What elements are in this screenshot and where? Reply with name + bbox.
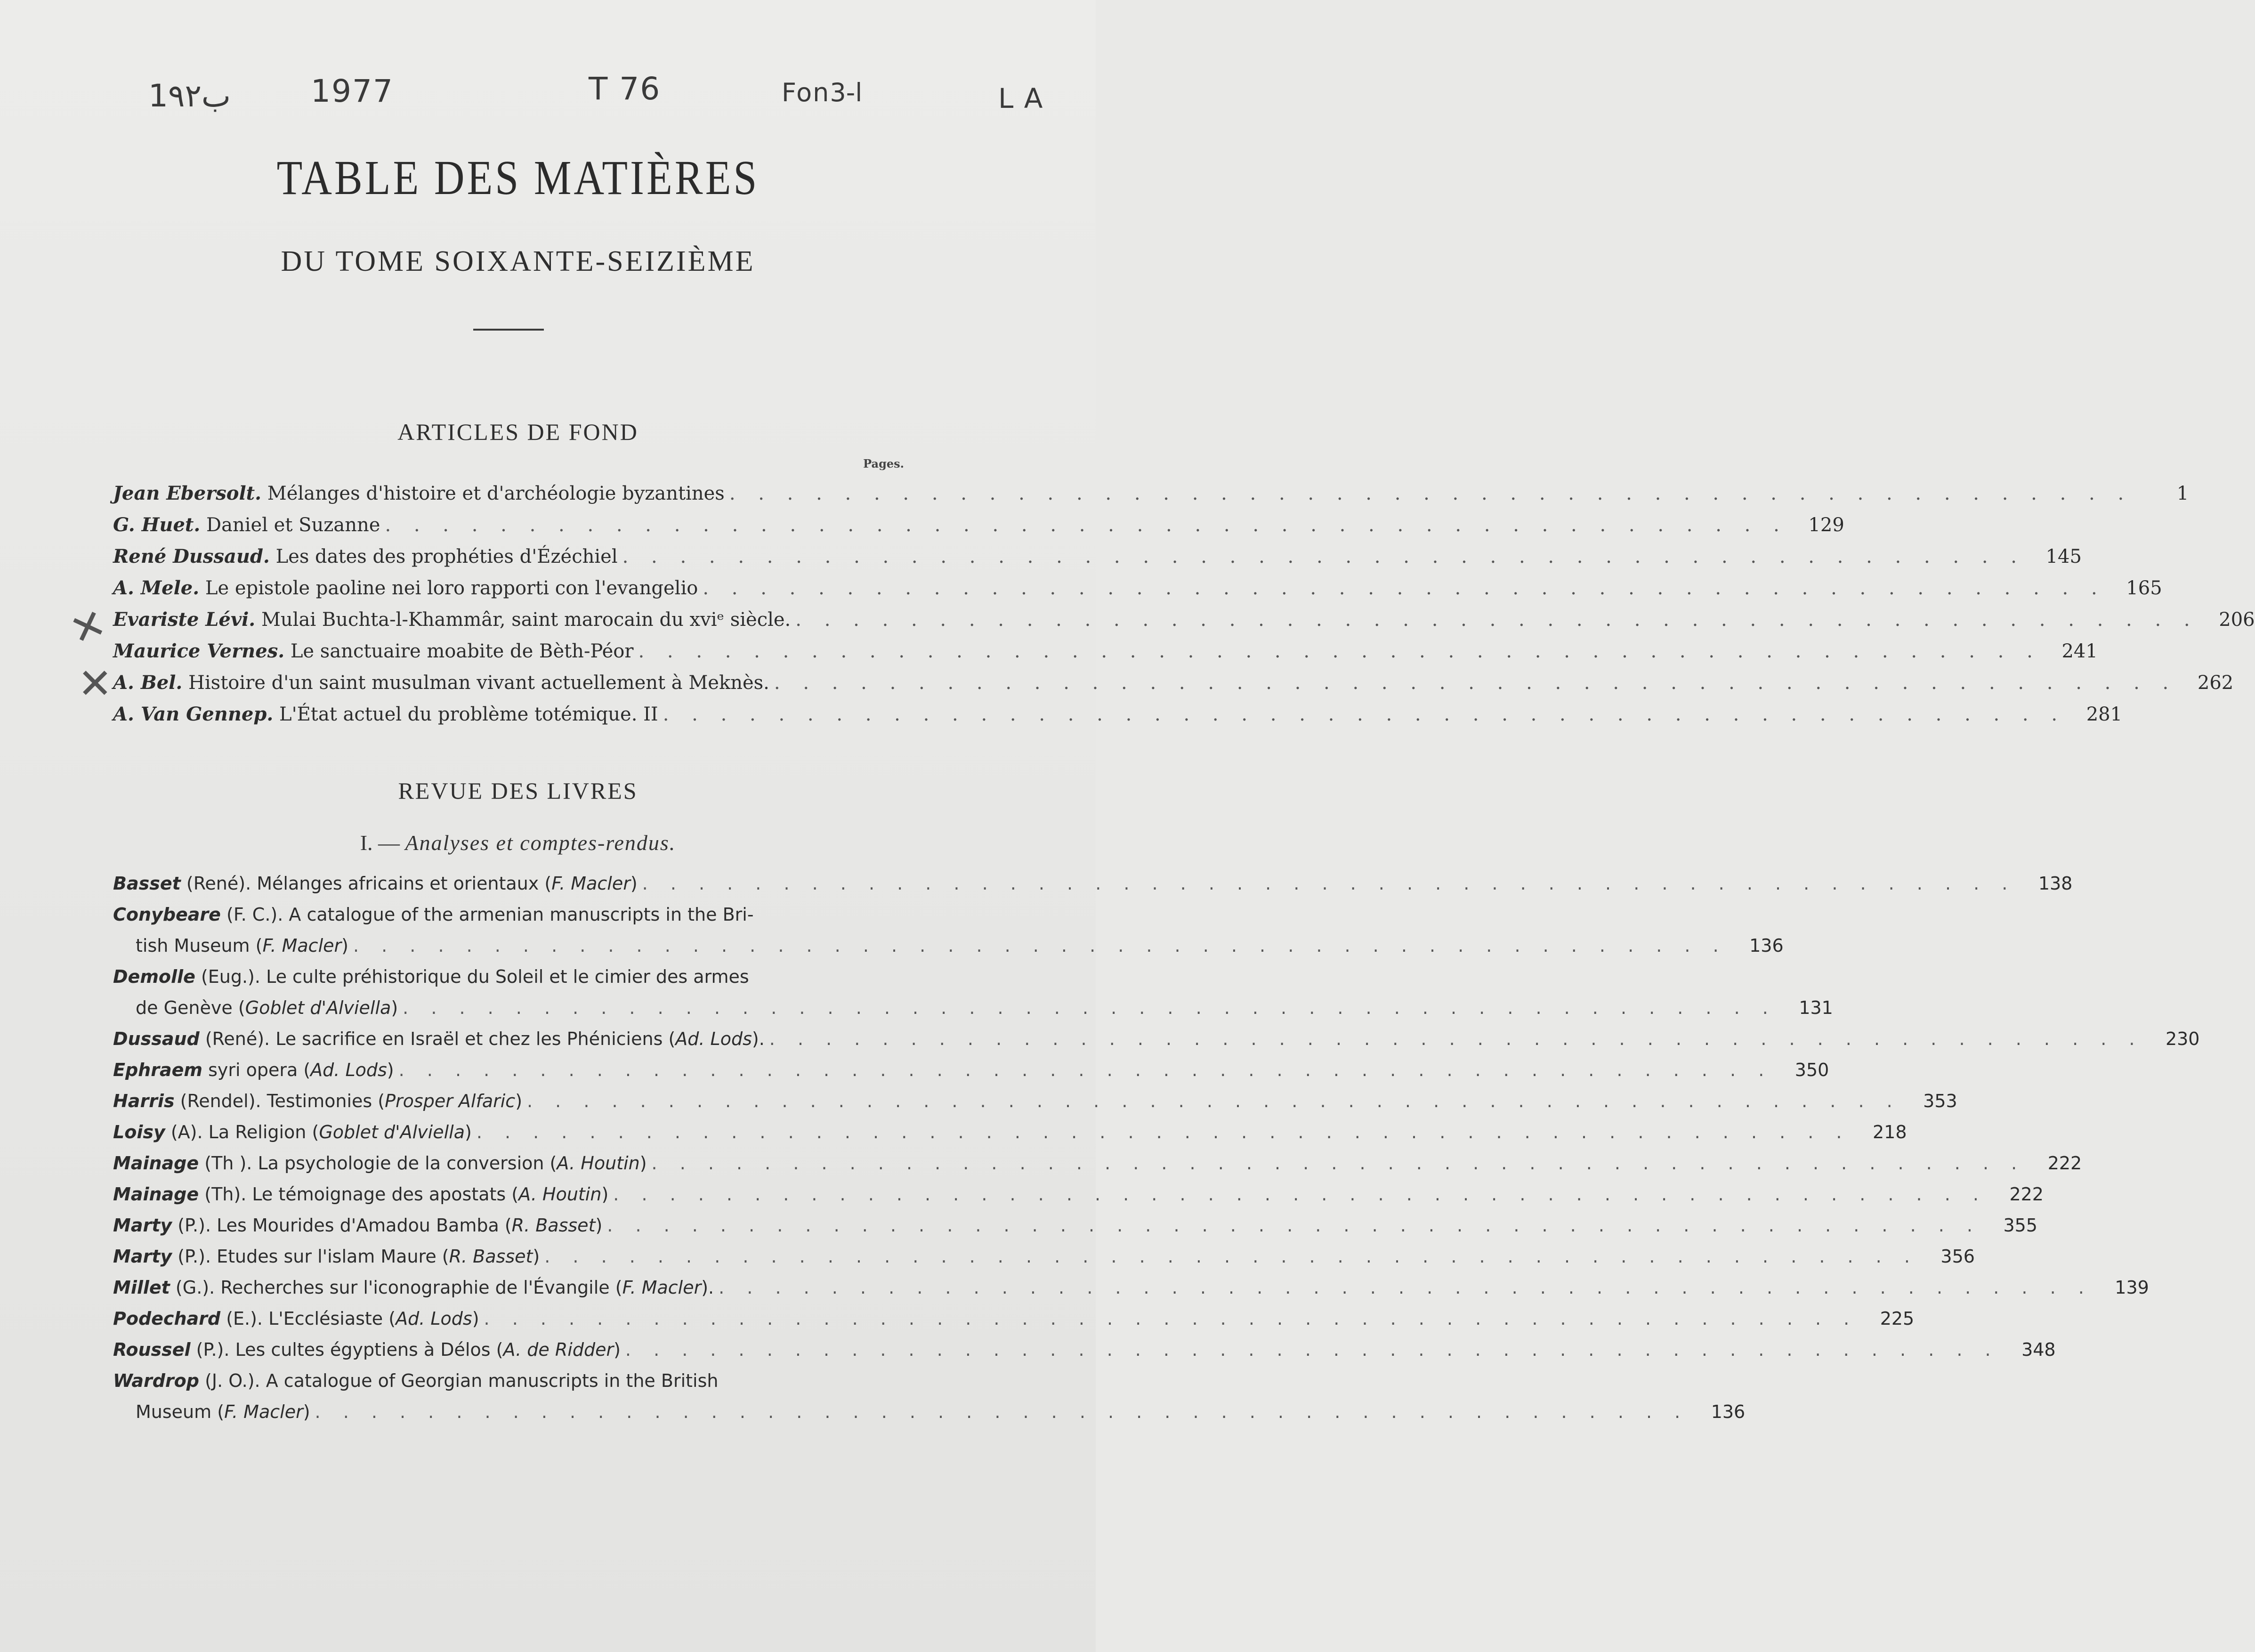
article-entry <box>113 541 2082 572</box>
title-divider <box>473 329 544 331</box>
review-author: Wardrop <box>113 1370 199 1391</box>
leader-dots <box>472 1117 1851 1148</box>
review-tail: ) <box>533 1246 540 1267</box>
handwritten-note-2: 1977 <box>311 73 394 109</box>
leader-dots <box>540 1241 1918 1272</box>
review-entry <box>113 1148 2082 1179</box>
review-title: syri opera ( <box>208 1060 311 1080</box>
review-author-initials: (F. C.). <box>226 904 283 925</box>
review-reviewer: R. Basset <box>449 1246 533 1267</box>
review-reviewer: A. Houtin <box>518 1184 602 1205</box>
leader-dots <box>394 1054 1773 1085</box>
review-author-initials: (Th). <box>204 1184 247 1205</box>
review-tail: ) <box>391 997 398 1018</box>
review-title: Etudes sur l'islam Maure ( <box>217 1246 449 1267</box>
article-title: Daniel et Suzanne <box>206 514 380 536</box>
review-reviewer: F. Macler <box>224 1401 303 1422</box>
review-page: 356 <box>1940 1246 1975 1267</box>
article-page: 281 <box>2086 704 2123 725</box>
review-tail: ) <box>387 1060 394 1080</box>
review-author: Podechard <box>113 1308 221 1329</box>
review-entry <box>113 1179 2044 1210</box>
review-author: Mainage <box>113 1153 199 1174</box>
review-author-initials: (J. O.). <box>205 1370 260 1391</box>
review-page: 350 <box>1794 1060 1829 1080</box>
review-author-initials: (A). <box>170 1122 203 1142</box>
article-title: Histoire d'un saint musulman vivant actuellement à Meknès. <box>188 672 769 694</box>
review-page: 138 <box>2038 873 2073 894</box>
review-tail: ) <box>472 1308 479 1329</box>
review-entry <box>113 1117 1907 1148</box>
leader-dots <box>658 699 2066 730</box>
article-author: A. Mele. <box>113 577 200 599</box>
review-reviewer: Ad. Lods <box>675 1028 752 1049</box>
leader-dots <box>348 930 1727 961</box>
review-title: de Genève ( <box>136 997 245 1018</box>
page-title: TABLE DES MATIÈRES <box>276 151 760 205</box>
review-reviewer: Prosper Alfaric <box>385 1091 516 1111</box>
review-entry <box>113 1334 2056 1365</box>
leader-dots <box>310 1396 1689 1427</box>
review-tail: ) <box>614 1339 621 1360</box>
leader-dots <box>621 1334 1999 1365</box>
article-title: Les dates des prophéties d'Ézéchiel <box>275 546 618 567</box>
article-title: Mélanges d'histoire et d'archéologie byzantines <box>267 483 725 504</box>
review-author-initials: (P.). <box>196 1339 230 1360</box>
review-entry <box>113 961 1833 1023</box>
review-author: Marty <box>113 1215 172 1236</box>
review-reviewer: Ad. Lods <box>310 1060 387 1080</box>
review-entry <box>113 899 1784 961</box>
article-author: Maurice Vernes. <box>113 640 285 662</box>
leader-dots <box>765 1023 2143 1054</box>
review-tail: ) <box>515 1091 523 1111</box>
review-page: 353 <box>1923 1091 1957 1111</box>
review-reviewer: Ad. Lods <box>396 1308 472 1329</box>
leader-dots <box>608 1179 1987 1210</box>
review-reviewer: A. Houtin <box>557 1153 640 1174</box>
handwritten-note-1: 1ب٩٢ <box>148 78 231 114</box>
article-entry <box>113 667 2234 698</box>
review-tail: ) <box>630 873 638 894</box>
review-tail: ). <box>752 1028 765 1049</box>
article-title: Mulai Buchta-l-Khammâr, saint marocain du xviᵉ siècle. <box>261 609 791 631</box>
review-reviewer: F. Macler <box>262 935 342 956</box>
article-page: 129 <box>1808 514 1844 536</box>
review-author: Millet <box>113 1277 170 1298</box>
review-title: tish Museum ( <box>136 935 263 956</box>
review-title: Le sacrifice en Israël et chez les Phéniciens ( <box>275 1028 676 1049</box>
review-page: 222 <box>2009 1184 2044 1205</box>
review-page: 136 <box>1711 1401 1746 1422</box>
review-entry <box>113 1241 1975 1272</box>
article-title: Le sanctuaire moabite de Bèth-Péor <box>290 640 634 662</box>
review-author-initials: (Rendel). <box>180 1091 261 1111</box>
page-subtitle: DU TOME SOIXANTE-SEIZIÈME <box>281 245 755 277</box>
review-tail: ) <box>465 1122 472 1142</box>
article-author: A. Bel. <box>113 672 183 694</box>
article-page: 262 <box>2197 672 2234 694</box>
review-entry <box>113 1303 1915 1334</box>
handwritten-note-5: L A <box>998 82 1044 114</box>
review-page: 348 <box>2021 1339 2056 1360</box>
review-author-initials: (E.). <box>226 1308 263 1329</box>
review-author: Demolle <box>113 966 195 987</box>
review-author: Dussaud <box>113 1028 200 1049</box>
article-author: Evariste Lévi. <box>113 608 256 631</box>
article-entry <box>113 573 2162 604</box>
review-page: 136 <box>1749 935 1784 956</box>
review-author-initials: (René). <box>186 873 251 894</box>
leader-dots <box>633 636 2041 667</box>
review-title: Recherches sur l'iconographie de l'Évangile ( <box>220 1277 622 1298</box>
leader-dots <box>791 604 2198 635</box>
review-author: Mainage <box>113 1184 199 1205</box>
review-tail: ) <box>341 935 348 956</box>
review-entry <box>113 1272 2149 1303</box>
review-page: 355 <box>2003 1215 2037 1236</box>
review-page: 222 <box>2047 1153 2082 1174</box>
review-page: 139 <box>2115 1277 2149 1298</box>
leader-dots <box>725 478 2132 509</box>
handwritten-note-4: Fonا-3 <box>782 78 863 107</box>
review-author: Conybeare <box>113 904 221 925</box>
articles-heading: ARTICLES DE FOND <box>397 419 639 445</box>
review-tail: ) <box>595 1215 603 1236</box>
review-author-initials: (Eug.). <box>201 966 260 987</box>
leader-dots <box>647 1148 2026 1179</box>
review-reviewer: F. Macler <box>622 1277 702 1298</box>
reviews-subheading-text: Analyses et comptes-rendus. <box>405 831 676 855</box>
review-title: La Religion ( <box>208 1122 319 1142</box>
review-author-initials: (René). <box>205 1028 270 1049</box>
leader-dots <box>522 1085 1901 1117</box>
review-author: Basset <box>113 873 181 894</box>
article-entry <box>113 604 2255 635</box>
review-entry <box>113 868 2073 899</box>
review-entry <box>113 1085 1957 1117</box>
review-author: Marty <box>113 1246 172 1267</box>
review-page: 218 <box>1872 1122 1907 1142</box>
review-entry <box>113 1365 1746 1427</box>
review-tail: ) <box>601 1184 609 1205</box>
leader-dots <box>602 1210 1981 1241</box>
review-title: Testimonies ( <box>267 1091 385 1111</box>
leader-dots <box>398 992 1777 1023</box>
review-entry <box>113 1023 2200 1054</box>
review-reviewer: A. de Ridder <box>503 1339 614 1360</box>
article-entry <box>113 699 2123 730</box>
review-page: 225 <box>1880 1308 1915 1329</box>
review-entry <box>113 1054 1829 1085</box>
review-title: A catalogue of the armenian manuscripts in the Bri- <box>289 904 754 925</box>
review-author: Roussel <box>113 1339 191 1360</box>
pages-column-label: Pages. <box>863 457 904 470</box>
review-tail: ) <box>303 1401 310 1422</box>
article-author: Jean Ebersolt. <box>113 482 262 504</box>
review-author-initials: (G.). <box>175 1277 215 1298</box>
review-tail: ). <box>701 1277 714 1298</box>
reviews-subheading-number: I. — <box>360 831 400 855</box>
article-page: 1 <box>2176 483 2189 504</box>
review-author: Loisy <box>113 1122 165 1142</box>
margin-mark-2: ✕ <box>78 659 113 708</box>
review-reviewer: Goblet d'Alviella <box>319 1122 465 1142</box>
review-title: Les Mourides d'Amadou Bamba ( <box>217 1215 512 1236</box>
leader-dots <box>714 1272 2093 1303</box>
review-author-initials: (P.). <box>178 1246 211 1267</box>
article-entry <box>113 636 2098 667</box>
article-page: 145 <box>2045 546 2082 567</box>
review-page: 230 <box>2165 1028 2200 1049</box>
leader-dots <box>638 868 2016 899</box>
article-author: René Dussaud. <box>113 545 270 567</box>
review-entry <box>113 1210 2037 1241</box>
review-author-initials: (P.). <box>178 1215 211 1236</box>
leader-dots <box>769 667 2177 698</box>
review-title: L'Ecclésiaste ( <box>268 1308 396 1329</box>
handwritten-note-3: T 76 <box>589 71 661 107</box>
review-title: Le témoignage des apostats ( <box>252 1184 519 1205</box>
article-entry <box>113 510 1844 541</box>
article-page: 165 <box>2126 577 2162 599</box>
reviews-heading: REVUE DES LIVRES <box>398 777 638 804</box>
article-page: 206 <box>2219 609 2255 631</box>
reviews-subheading <box>0 830 1036 855</box>
review-title: Museum ( <box>136 1401 225 1422</box>
leader-dots <box>618 541 2025 572</box>
article-entry <box>113 478 2189 509</box>
review-author: Ephraem <box>113 1060 202 1080</box>
review-title: La psychologie de la conversion ( <box>258 1153 557 1174</box>
leader-dots <box>380 510 1787 541</box>
article-title: L'État actuel du problème totémique. II <box>279 704 658 725</box>
review-reviewer: R. Basset <box>511 1215 596 1236</box>
article-author: A. Van Gennep. <box>113 703 274 725</box>
article-title: Le epistole paoline nei loro rapporti con l'evangelio <box>205 577 698 599</box>
leader-dots <box>479 1303 1858 1334</box>
review-reviewer: F. Macler <box>551 873 630 894</box>
review-title: Mélanges africains et orientaux ( <box>257 873 552 894</box>
review-title: Le culte préhistorique du Soleil et le cimier des armes <box>266 966 749 987</box>
review-title: Les cultes égyptiens à Délos ( <box>235 1339 503 1360</box>
review-page: 131 <box>1799 997 1833 1018</box>
review-title: A catalogue of Georgian manuscripts in the British <box>266 1370 719 1391</box>
review-reviewer: Goblet d'Alviella <box>245 997 391 1018</box>
review-author-initials: (Th ). <box>204 1153 252 1174</box>
review-tail: ) <box>639 1153 647 1174</box>
article-author: G. Huet. <box>113 514 201 536</box>
leader-dots <box>698 573 2105 604</box>
review-author: Harris <box>113 1091 175 1111</box>
article-page: 241 <box>2061 640 2098 662</box>
margin-mark-1: ✕ <box>63 598 113 656</box>
